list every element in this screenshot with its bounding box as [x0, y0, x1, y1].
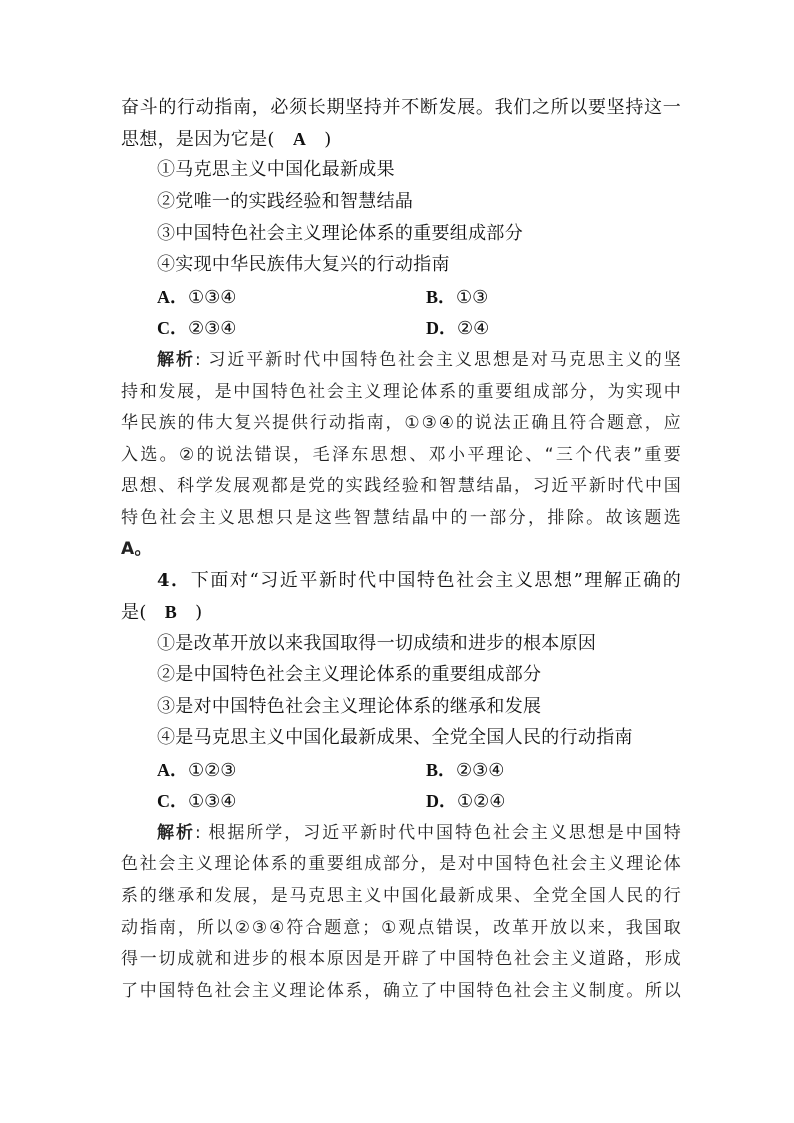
- analysis-label: 解析: [157, 350, 195, 370]
- text-line: 思想，是因为它是( A ): [121, 129, 332, 150]
- statement-item: ③是对中国特色社会主义理论体系的继承和发展: [157, 696, 542, 717]
- option-d: D．②④: [426, 318, 490, 339]
- option-b: B．②③④: [426, 760, 505, 781]
- option-c: C．②③④: [157, 318, 237, 339]
- analysis-line: 色社会主义理论体系的重要组成部分，是对中国特色社会主义理论体: [121, 854, 681, 874]
- question-stem-end: 思想，是因为它是: [121, 129, 268, 150]
- analysis-line: 解析: 根据所学，习近平新时代中国特色社会主义思想是中国特: [157, 823, 681, 843]
- option-b: B．①③: [426, 287, 489, 308]
- answer-letter: A: [292, 129, 307, 149]
- question-number: 4．: [157, 570, 191, 591]
- analysis-line: 华民族的伟大复兴提供行动指南，①③④的说法正确且符合题意，应: [121, 413, 681, 433]
- analysis-line: 思想、科学发展观都是党的实践经验和智慧结晶，习近平新时代中国: [121, 476, 681, 496]
- option-a: A．①②③: [157, 760, 237, 781]
- statement-item: ④实现中华民族伟大复兴的行动指南: [157, 254, 450, 275]
- analysis-line: A。: [121, 539, 152, 559]
- analysis-line: 得一切成就和进步的根本原因是开辟了中国特色社会主义道路，形成: [121, 949, 681, 969]
- analysis-line: 动指南，所以②③④符合题意；①观点错误，改革开放以来，我国取: [121, 918, 681, 938]
- statement-item: ①马克思主义中国化最新成果: [157, 159, 395, 180]
- option-d: D．①②④: [426, 791, 506, 812]
- statement-item: ②是中国特色社会主义理论体系的重要组成部分: [157, 664, 542, 685]
- statement-item: ④是马克思主义中国化最新成果、全党全国人民的行动指南: [157, 727, 633, 748]
- analysis-line: 持和发展，是中国特色社会主义理论体系的重要组成部分，为实现中: [121, 382, 681, 402]
- answer-letter: B: [164, 602, 178, 622]
- statement-item: ②党唯一的实践经验和智慧结晶: [157, 191, 414, 212]
- analysis-label: 解析: [157, 823, 195, 843]
- analysis-line: 解析: 习近平新时代中国特色社会主义思想是对马克思主义的坚: [157, 350, 681, 370]
- option-a: A．①③④: [157, 287, 237, 308]
- analysis-line: 了中国特色社会主义理论体系，确立了中国特色社会主义制度。所以: [121, 981, 681, 1001]
- statement-item: ①是改革开放以来我国取得一切成绩和进步的根本原因: [157, 633, 597, 654]
- analysis-line: 特色社会主义思想只是这些智慧结晶中的一部分，排除。故该题选: [121, 508, 681, 528]
- text-line: 奋斗的行动指南，必须长期坚持并不断发展。我们之所以要坚持这一: [121, 97, 681, 118]
- text-line: 是( B ): [121, 602, 203, 623]
- statement-item: ③中国特色社会主义理论体系的重要组成部分: [157, 223, 523, 244]
- question-stem: 4．下面对“习近平新时代中国特色社会主义思想”理解正确的: [157, 570, 682, 591]
- analysis-line: 系的继承和发展，是马克思主义中国化最新成果、全党全国人民的行: [121, 886, 681, 906]
- analysis-line: 入选。②的说法错误，毛泽东思想、邓小平理论、“三个代表”重要: [121, 445, 681, 465]
- option-c: C．①③④: [157, 791, 237, 812]
